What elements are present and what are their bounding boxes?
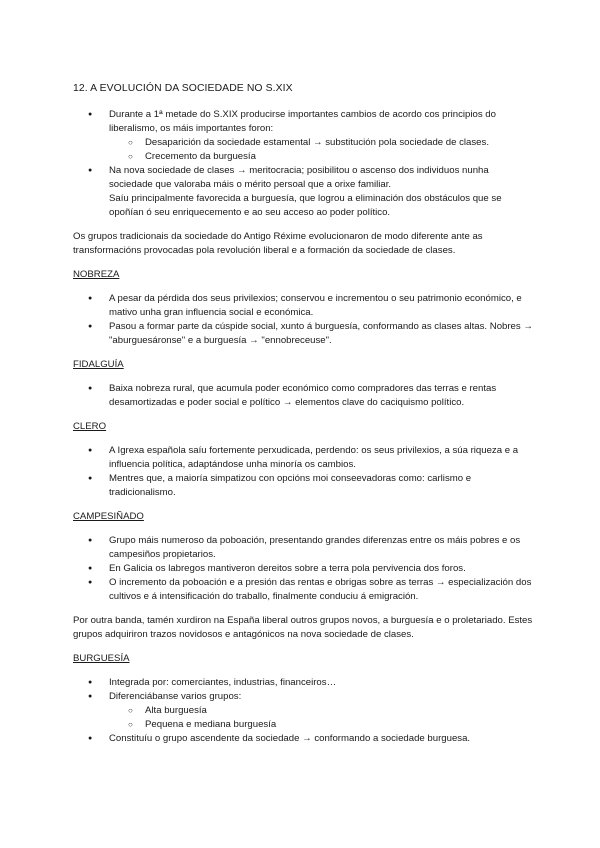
list-item: ● A Igrexa española saíu fortemente perxudicada, perdendo: os seus privilexios, a súa riqueza e a influencia política, adaptándose unha minoría os cambios. bbox=[73, 444, 535, 472]
document-title: 12. A EVOLUCIÓN DA SOCIEDADE NO S.XIX bbox=[73, 83, 293, 94]
list-item: ● Mentres que, a maioría simpatizou con opcións moi conseevadoras como: carlismo e tradicionalismo. bbox=[73, 472, 535, 500]
list-item: ● Constituíu o grupo ascendente da sociedade → conformando a sociedade burguesa. bbox=[73, 732, 535, 746]
list-item: ● A pesar da pérdida dos seus privilexios; conservou e incrementou o seu patrimonio económico, e mativo unha gran influencia social e económica. bbox=[73, 292, 535, 320]
list-item: ● Baixa nobreza rural, que acumula poder económico como compradores das terras e rentas desamortizadas e poder social e político → elementos clave do caciquismo político. bbox=[73, 382, 535, 410]
burguesia-list bbox=[73, 676, 535, 746]
section-heading-campesinado: CAMPESIÑADO bbox=[73, 511, 144, 522]
fidalguia-list bbox=[73, 382, 535, 410]
campesinado-list bbox=[73, 534, 535, 604]
sub-list-item: ○ Desaparición da sociedade estamental → substitución pola sociedade de clases. bbox=[109, 136, 535, 150]
section-heading-clero: CLERO bbox=[73, 421, 107, 432]
clero-list bbox=[73, 444, 535, 500]
section-heading-burguesia: BURGUESÍA bbox=[73, 653, 130, 664]
bullet-text: Durante a 1ª metade do S.XIX producirse importantes cambios de acordo cos principios do liberalismo, os máis importantes foron: bbox=[109, 109, 496, 134]
section-heading-fidalguia: FIDALGUÍA bbox=[73, 359, 124, 370]
section-heading-nobreza: NOBREZA bbox=[73, 269, 120, 280]
bullet-text: ● Na nova sociedade de clases → meritocracia; posibilitou o ascenso dos individuos nunha sociedade que valoraba máis o mérito persoal que a orixe familiar. bbox=[109, 165, 489, 190]
list-item: ● Grupo máis numeroso da poboación, presentando grandes diferenzas entre os máis pobres e os campesiños propietarios. bbox=[73, 534, 535, 562]
list-item bbox=[73, 108, 535, 164]
sub-list bbox=[109, 136, 535, 164]
document-page bbox=[73, 82, 535, 746]
sub-list bbox=[109, 704, 535, 732]
list-item bbox=[73, 690, 535, 732]
bullet-text: Saíu principalmente favorecida a burguesía, que logrou a eliminación dos obstáculos que se opoñían ó seu enriquecemento e ao seu acceso ao poder político. bbox=[109, 193, 502, 218]
paragraph: Por outra banda, tamén xurdiron na España liberal outros grupos novos, a burguesía e o proletariado. Estes grupos adquiriron trazos novidosos e antagónicos na nova sociedade de clases. bbox=[73, 615, 533, 640]
sub-list-item: ○ Crecemento da burguesía bbox=[109, 150, 535, 164]
sub-list-item: ○ Alta burguesía bbox=[109, 704, 535, 718]
bullet-text: Diferenciábanse varios grupos: bbox=[109, 691, 242, 702]
list-item: ● Integrada por: comerciantes, industrias, financeiros… bbox=[73, 676, 535, 690]
list-item: ● En Galicia os labregos mantiveron dereitos sobre a terra pola pervivencia dos foros. bbox=[73, 562, 535, 576]
paragraph: Os grupos tradicionais da sociedade do Antigo Réxime evolucionaron de modo diferente ante as transformacións provocadas pola revolución liberal e a formación da sociedade de clases. bbox=[73, 231, 483, 256]
intro-list bbox=[73, 108, 535, 220]
sub-list-item: ○ Pequena e mediana burguesía bbox=[109, 718, 535, 732]
list-item: ● Pasou a formar parte da cúspide social, xunto á burguesía, conformando as clases altas. Nobres → "aburguesáronse" e a burguesía → "ennobreceuse". bbox=[73, 320, 535, 348]
list-item bbox=[73, 164, 535, 220]
nobreza-list bbox=[73, 292, 535, 348]
list-item: ● O incremento da poboación e a presión das rentas e obrigas sobre as terras → especialización dos cultivos e á intensificación do traballo, finalmente conduciu á emigración. bbox=[73, 576, 535, 604]
